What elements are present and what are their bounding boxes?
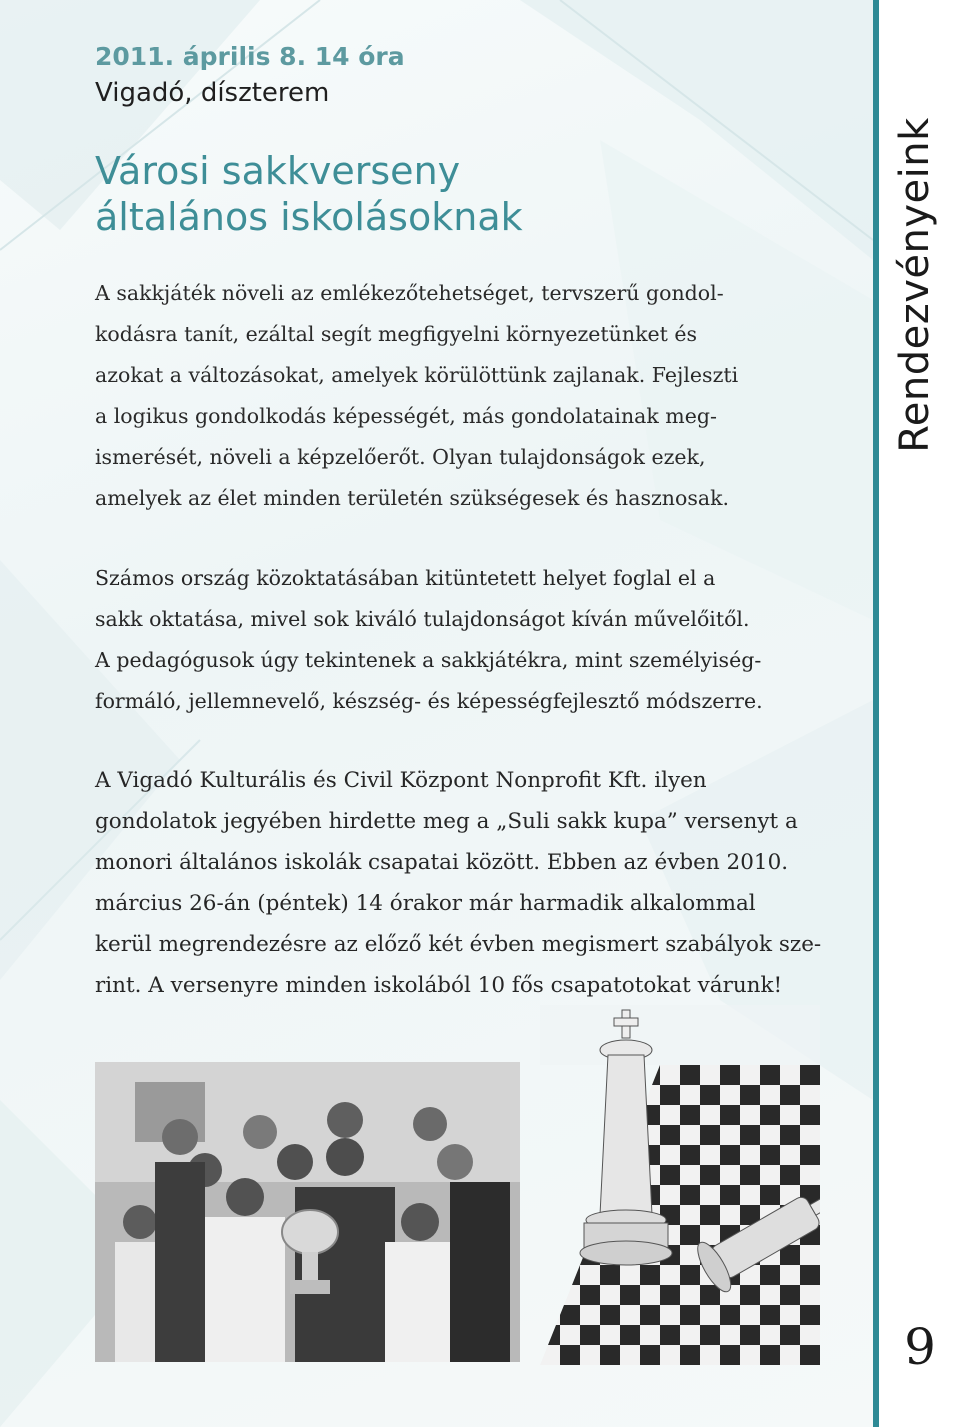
event-venue: Vigadó, díszterem — [95, 78, 330, 108]
text-line: kodásra tanít, ezáltal segít megfigyelni környezetünket és — [95, 322, 698, 346]
text-line: a logikus gondolkodás képességét, más gondolatainak meg- — [95, 404, 717, 428]
team-photo-illustration — [95, 1062, 520, 1362]
event-date: 2011. április 8. 14 óra — [95, 42, 405, 71]
title-line-2: általános iskolásoknak — [95, 195, 523, 239]
title-line-1: Városi sakkverseny — [95, 149, 461, 193]
text-line: Számos ország közoktatásában kitüntetett helyet foglal el a — [95, 566, 716, 590]
paragraph-intro — [95, 273, 815, 519]
text-line: március 26-án (péntek) 14 órakor már harmadik alkalommal — [95, 891, 756, 916]
page-number: 9 — [904, 1318, 936, 1376]
text-line: A Vigadó Kulturális és Civil Központ Nonprofit Kft. ilyen — [95, 768, 707, 793]
section-title-vertical: Rendezvényeink — [892, 117, 938, 453]
text-line: A pedagógusok úgy tekintenek a sakkjátékra, mint személyiség- — [95, 648, 762, 672]
paragraph-education — [95, 558, 815, 722]
team-photo — [95, 1062, 520, 1362]
text-line: ismerését, növeli a képzelőerőt. Olyan tulajdonságok ezek, — [95, 445, 706, 469]
text-line: sakk oktatása, mivel sok kiváló tulajdonságot kíván művelőitől. — [95, 607, 750, 631]
text-line: gondolatok jegyében hirdette meg a „Suli sakk kupa” versenyt a — [95, 809, 798, 834]
chess-board-and-kings — [540, 1005, 820, 1365]
text-line: A sakkjáték növeli az emlékezőtehetséget, tervszerű gondol- — [95, 281, 724, 305]
text-line: formáló, jellemnevelő, készség- és képességfejlesztő módszerre. — [95, 689, 763, 713]
paragraph-announcement — [95, 760, 822, 1006]
text-line: rint. A versenyre minden iskolából 10 fős csapatotokat várunk! — [95, 973, 783, 998]
text-line: kerül megrendezésre az előző két évben megismert szabályok sze- — [95, 932, 822, 957]
chess-illustration — [540, 1005, 820, 1365]
text-line: azokat a változásokat, amelyek körülöttünk zajlanak. Fejleszti — [95, 363, 739, 387]
text-line: amelyek az élet minden területén szükségesek és hasznosak. — [95, 486, 730, 510]
article-title — [95, 148, 523, 240]
text-line: monori általános iskolák csapatai között. Ebben az évben 2010. — [95, 850, 789, 875]
